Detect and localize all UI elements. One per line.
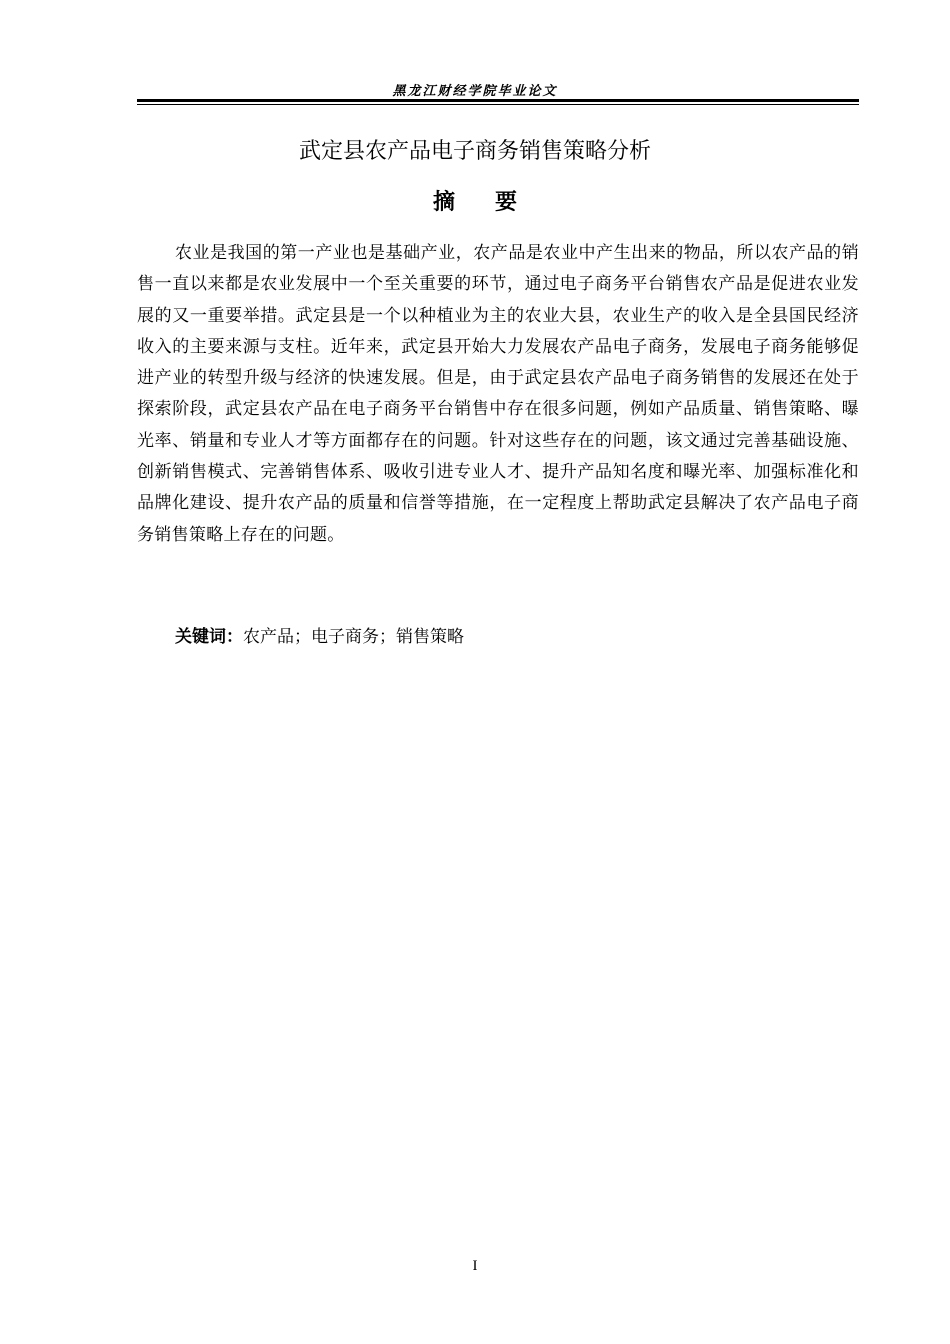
abstract-heading: 摘要 — [432, 190, 557, 215]
keywords-line — [175, 622, 464, 652]
header-rule-thin — [137, 104, 859, 105]
page-number: I — [472, 1258, 478, 1274]
running-header: 黑龙江财经学院毕业论文 — [392, 84, 558, 99]
document-title: 武定县农产品电子商务销售策略分析 — [298, 139, 651, 164]
keywords-label: 关键词： — [175, 627, 243, 647]
header-rule-thick — [137, 99, 859, 102]
abstract-body: 农业是我国的第一产业也是基础产业，农产品是农业中产生出来的物品，所以农产品的销售一直以来都是农业发展中一个至关重要的环节，通过电子商务平台销售农产品是促进农业发展的又一重要举措。武定县是一个以种植业为主的农业大县，农业生产的收入是全县国民经济收入的主要来源与支柱。近年来，武定县开始大力发展农产品电子商务，发展电子商务能够促进产业的转型升级与经济的快速发展。但是，由于武定县农产品电子商务销售的发展还在处于探索阶段，武定县农产品在电子商务平台销售中存在很多问题，例如产品质量、销售策略、曝光率、销量和专业人才等方面都存在的问题。针对这些存在的问题，该文通过完善基础设施、创新销售模式、完善销售体系、吸收引进专业人才、提升产品知名度和曝光率、加强标准化和品牌化建设、提升农产品的质量和信誉等措施，在一定程度上帮助武定县解决了农产品电子商务销售策略上存在的问题。 — [137, 243, 859, 545]
keywords-value: 农产品；电子商务；销售策略 — [243, 627, 464, 647]
